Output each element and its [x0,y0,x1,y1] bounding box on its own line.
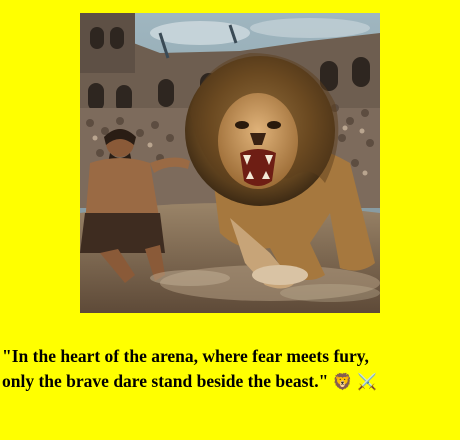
lion-icon: 🦁 [332,372,353,391]
arena-photo [80,13,380,313]
caption-quote [2,344,458,394]
caption-line-2: only the brave dare stand beside the beast." [2,371,329,391]
crossed-swords-icon: ⚔️ [357,372,377,391]
lion-gladiator-illustration [80,13,380,313]
caption-line-1: "In the heart of the arena, where fear meets fury, [2,346,369,366]
